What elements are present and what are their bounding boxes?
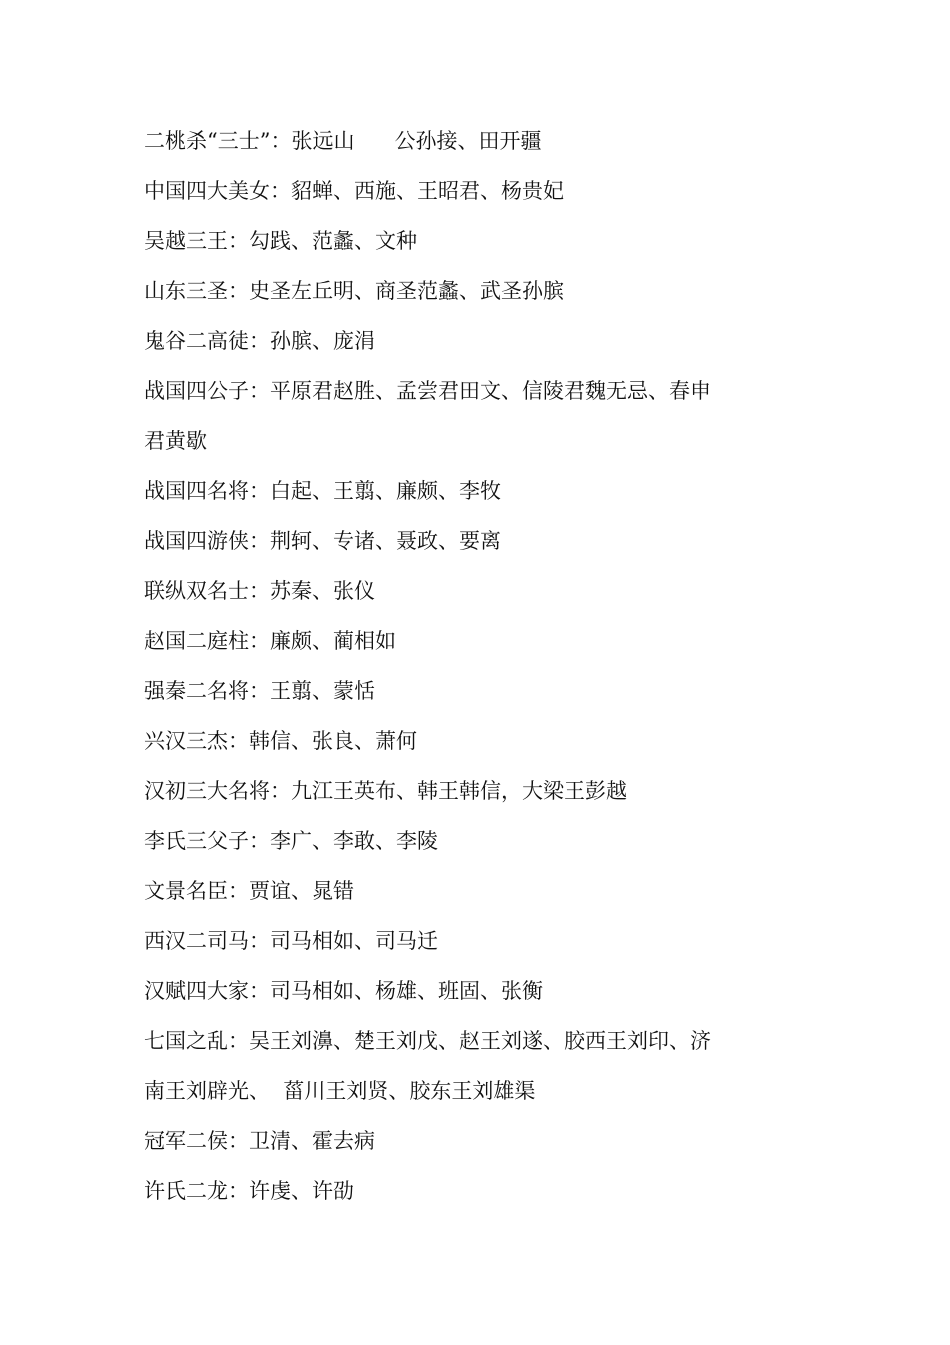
text-line: 鬼谷二高徒：孙膑、庞涓 — [144, 329, 375, 353]
text-line: 汉初三大名将：九江王英布、韩王韩信，大梁王彭越 — [144, 779, 627, 803]
text-line: 李氏三父子：李广、李敢、李陵 — [144, 829, 438, 853]
text-line: 汉赋四大家：司马相如、杨雄、班固、张衡 — [144, 979, 543, 1003]
text-line: 许氏二龙：许虔、许劭 — [144, 1179, 354, 1203]
text-line: 战国四游侠：荆轲、专诸、聂政、要离 — [144, 529, 501, 553]
text-line: 强秦二名将：王翦、蒙恬 — [144, 679, 375, 703]
text-line: 吴越三王：勾践、范蠡、文种 — [144, 229, 417, 253]
text-line: 赵国二庭柱：廉颇、蔺相如 — [144, 629, 396, 653]
text-line: 二桃杀“三士”：张远山 公孙接、田开疆 — [144, 129, 542, 153]
document-body — [144, 122, 744, 1222]
text-line: 战国四名将：白起、王翦、廉颇、李牧 — [144, 479, 501, 503]
text-line: 冠军二侯：卫清、霍去病 — [144, 1129, 375, 1153]
text-line: 文景名臣：贾谊、晁错 — [144, 879, 354, 903]
text-line: 西汉二司马：司马相如、司马迁 — [144, 929, 438, 953]
text-line: 南王刘辟光、 菑川王刘贤、胶东王刘雄渠 — [144, 1079, 536, 1103]
text-line: 联纵双名士：苏秦、张仪 — [144, 579, 375, 603]
text-line: 君黄歇 — [144, 429, 207, 453]
text-line: 中国四大美女：貂蝉、西施、王昭君、杨贵妃 — [144, 179, 564, 203]
text-line: 七国之乱：吴王刘濞、楚王刘戊、赵王刘遂、胶西王刘印、济 — [144, 1029, 711, 1053]
text-line: 山东三圣：史圣左丘明、商圣范蠡、武圣孙膑 — [144, 279, 564, 303]
text-line: 兴汉三杰：韩信、张良、萧何 — [144, 729, 417, 753]
text-line: 战国四公子：平原君赵胜、孟尝君田文、信陵君魏无忌、春申 — [144, 379, 711, 403]
